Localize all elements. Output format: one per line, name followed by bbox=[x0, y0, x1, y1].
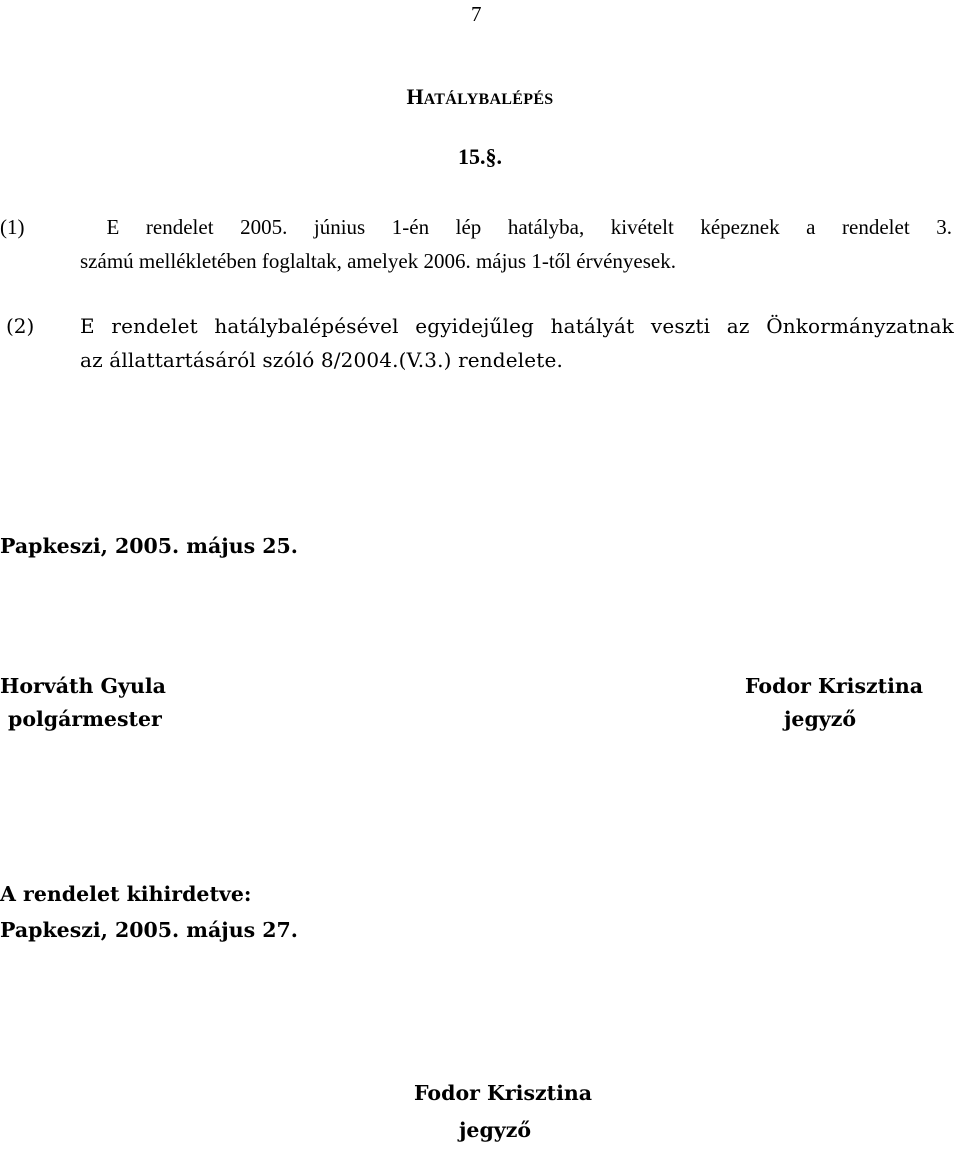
paragraph-2-word: rendelet bbox=[111, 314, 198, 338]
paragraph-1-word: kivételt bbox=[610, 215, 674, 239]
heading-first-letter: H bbox=[406, 84, 424, 109]
paragraph-2-number: (2) bbox=[6, 314, 35, 338]
promulgation-line-2: Papkeszi, 2005. május 27. bbox=[0, 918, 298, 942]
promulgation-line-1: A rendelet kihirdetve: bbox=[0, 882, 252, 906]
page-number: 7 bbox=[471, 2, 482, 26]
notary-title: jegyző bbox=[784, 707, 857, 731]
final-signer-name: Fodor Krisztina bbox=[414, 1081, 593, 1105]
section-heading bbox=[0, 84, 960, 110]
paragraph-1-word: E bbox=[106, 215, 120, 239]
paragraph-1-number: (1) bbox=[0, 215, 25, 239]
paragraph-2-word: Önkormányzatnak bbox=[766, 314, 954, 338]
section-number: 15.§. bbox=[458, 144, 502, 169]
paragraph-1-word: rendelet bbox=[842, 215, 910, 239]
paragraph-1-word: 2005. bbox=[240, 215, 288, 239]
paragraph-1-line-1 bbox=[0, 210, 952, 244]
place-date: Papkeszi, 2005. május 25. bbox=[0, 534, 298, 558]
mayor-name: Horváth Gyula bbox=[0, 674, 166, 698]
mayor-title: polgármester bbox=[8, 707, 162, 731]
paragraph-2-line-1 bbox=[6, 309, 954, 343]
paragraph-2-line-1-text bbox=[80, 309, 954, 343]
paragraph-1-word: 3. bbox=[936, 215, 952, 239]
final-signer-title: jegyző bbox=[459, 1118, 532, 1142]
paragraph-1-word: képeznek bbox=[700, 215, 780, 239]
paragraph-1-word: június bbox=[313, 215, 366, 239]
paragraph-2-word: E bbox=[80, 314, 95, 338]
paragraph-2-word: az bbox=[726, 314, 750, 338]
paragraph-1 bbox=[0, 210, 952, 278]
paragraph-1-word: lép bbox=[455, 215, 482, 239]
paragraph-2-line-2: az állattartásáról szóló 8/2004.(V.3.) rendelete. bbox=[80, 348, 563, 372]
paragraph-2-word: veszti bbox=[650, 314, 711, 338]
paragraph-2 bbox=[6, 309, 954, 377]
promulgation-note bbox=[0, 876, 298, 948]
paragraph-1-line-2: számú mellékletében foglaltak, amelyek 2006. május 1-től érvényesek. bbox=[80, 249, 676, 273]
paragraph-2-word: hatályát bbox=[550, 314, 635, 338]
paragraph-1-word: a bbox=[806, 215, 816, 239]
paragraph-1-word: rendelet bbox=[145, 215, 214, 239]
paragraph-1-word: 1-én bbox=[391, 215, 430, 239]
heading-rest: ATÁLYBALÉPÉS bbox=[423, 91, 554, 108]
paragraph-1-word: hatályba, bbox=[507, 215, 585, 239]
paragraph-2-word: hatálybalépésével bbox=[214, 314, 399, 338]
notary-name: Fodor Krisztina bbox=[745, 674, 924, 698]
paragraph-2-word: egyidejűleg bbox=[415, 314, 535, 338]
